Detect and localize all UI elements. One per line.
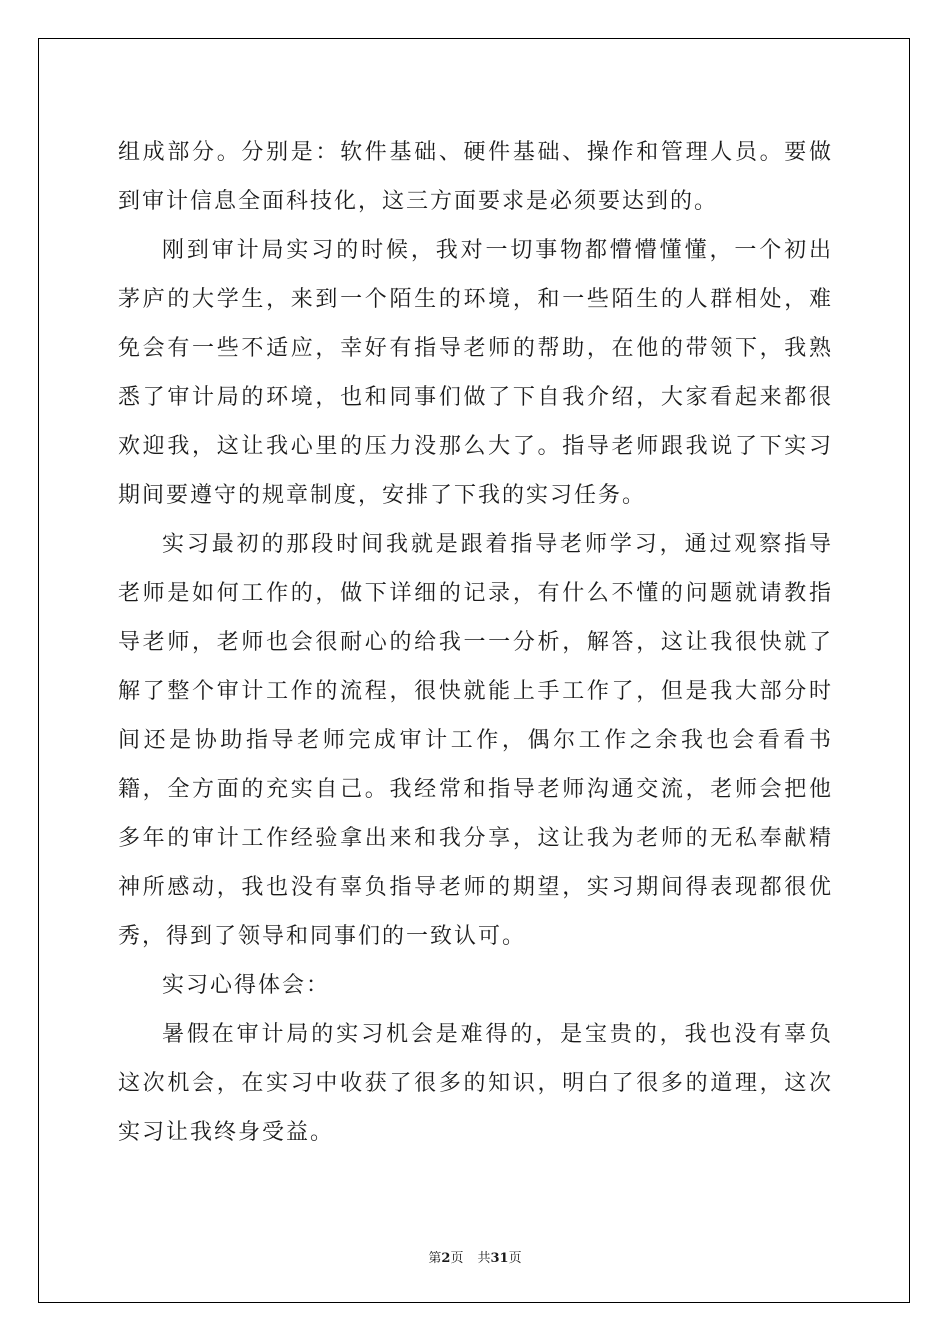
paragraph-2: 刚到审计局实习的时候，我对一切事物都懵懵懂懂，一个初出茅庐的大学生，来到一个陌生的环境，和一些陌生的人群相处，难免会有一些不适应，幸好有指导老师的帮助，在他的带领下，我熟悉了审计局的环境，也和同事们做了下自我介绍，大家看起来都很欢迎我，这让我心里的压力没那么大了。指导老师跟我说了下实习期间要遵守的规章制度，安排了下我的实习任务。 [118,238,833,508]
page-prefix: 第 [428,1251,442,1266]
total-suffix: 页 [508,1251,522,1266]
paragraph-1: 组成部分。分别是：软件基础、硬件基础、操作和管理人员。要做到审计信息全面科技化，这三方面要求是必须要达到的。 [118,140,833,214]
section-heading: 实习心得体会： [162,973,331,998]
total-prefix: 共 [477,1251,491,1266]
total-pages: 31 [490,1251,509,1266]
paragraph-3: 实习最初的那段时间我就是跟着指导老师学习，通过观察指导老师是如何工作的，做下详细的记录，有什么不懂的问题就请教指导老师，老师也会很耐心的给我一一分析，解答，这让我很快就了解了整个审计工作的流程，很快就能上手工作了，但是我大部分时间还是协助指导老师完成审计工作，偶尔工作之余我也会看看书籍，全方面的充实自己。我经常和指导老师沟通交流，老师会把他多年的审计工作经验拿出来和我分享，这让我为老师的无私奉献精神所感动，我也没有辜负指导老师的期望，实习期间得表现都很优秀，得到了领导和同事们的一致认可。 [118,532,833,949]
page-number: 2 [441,1251,451,1266]
paragraph-4: 暑假在审计局的实习机会是难得的，是宝贵的，我也没有辜负这次机会，在实习中收获了很多的知识，明白了很多的道理，这次实习让我终身受益。 [118,1022,833,1145]
page-suffix: 页 [450,1251,464,1266]
document-body [118,128,833,1157]
page-footer [0,1247,950,1266]
